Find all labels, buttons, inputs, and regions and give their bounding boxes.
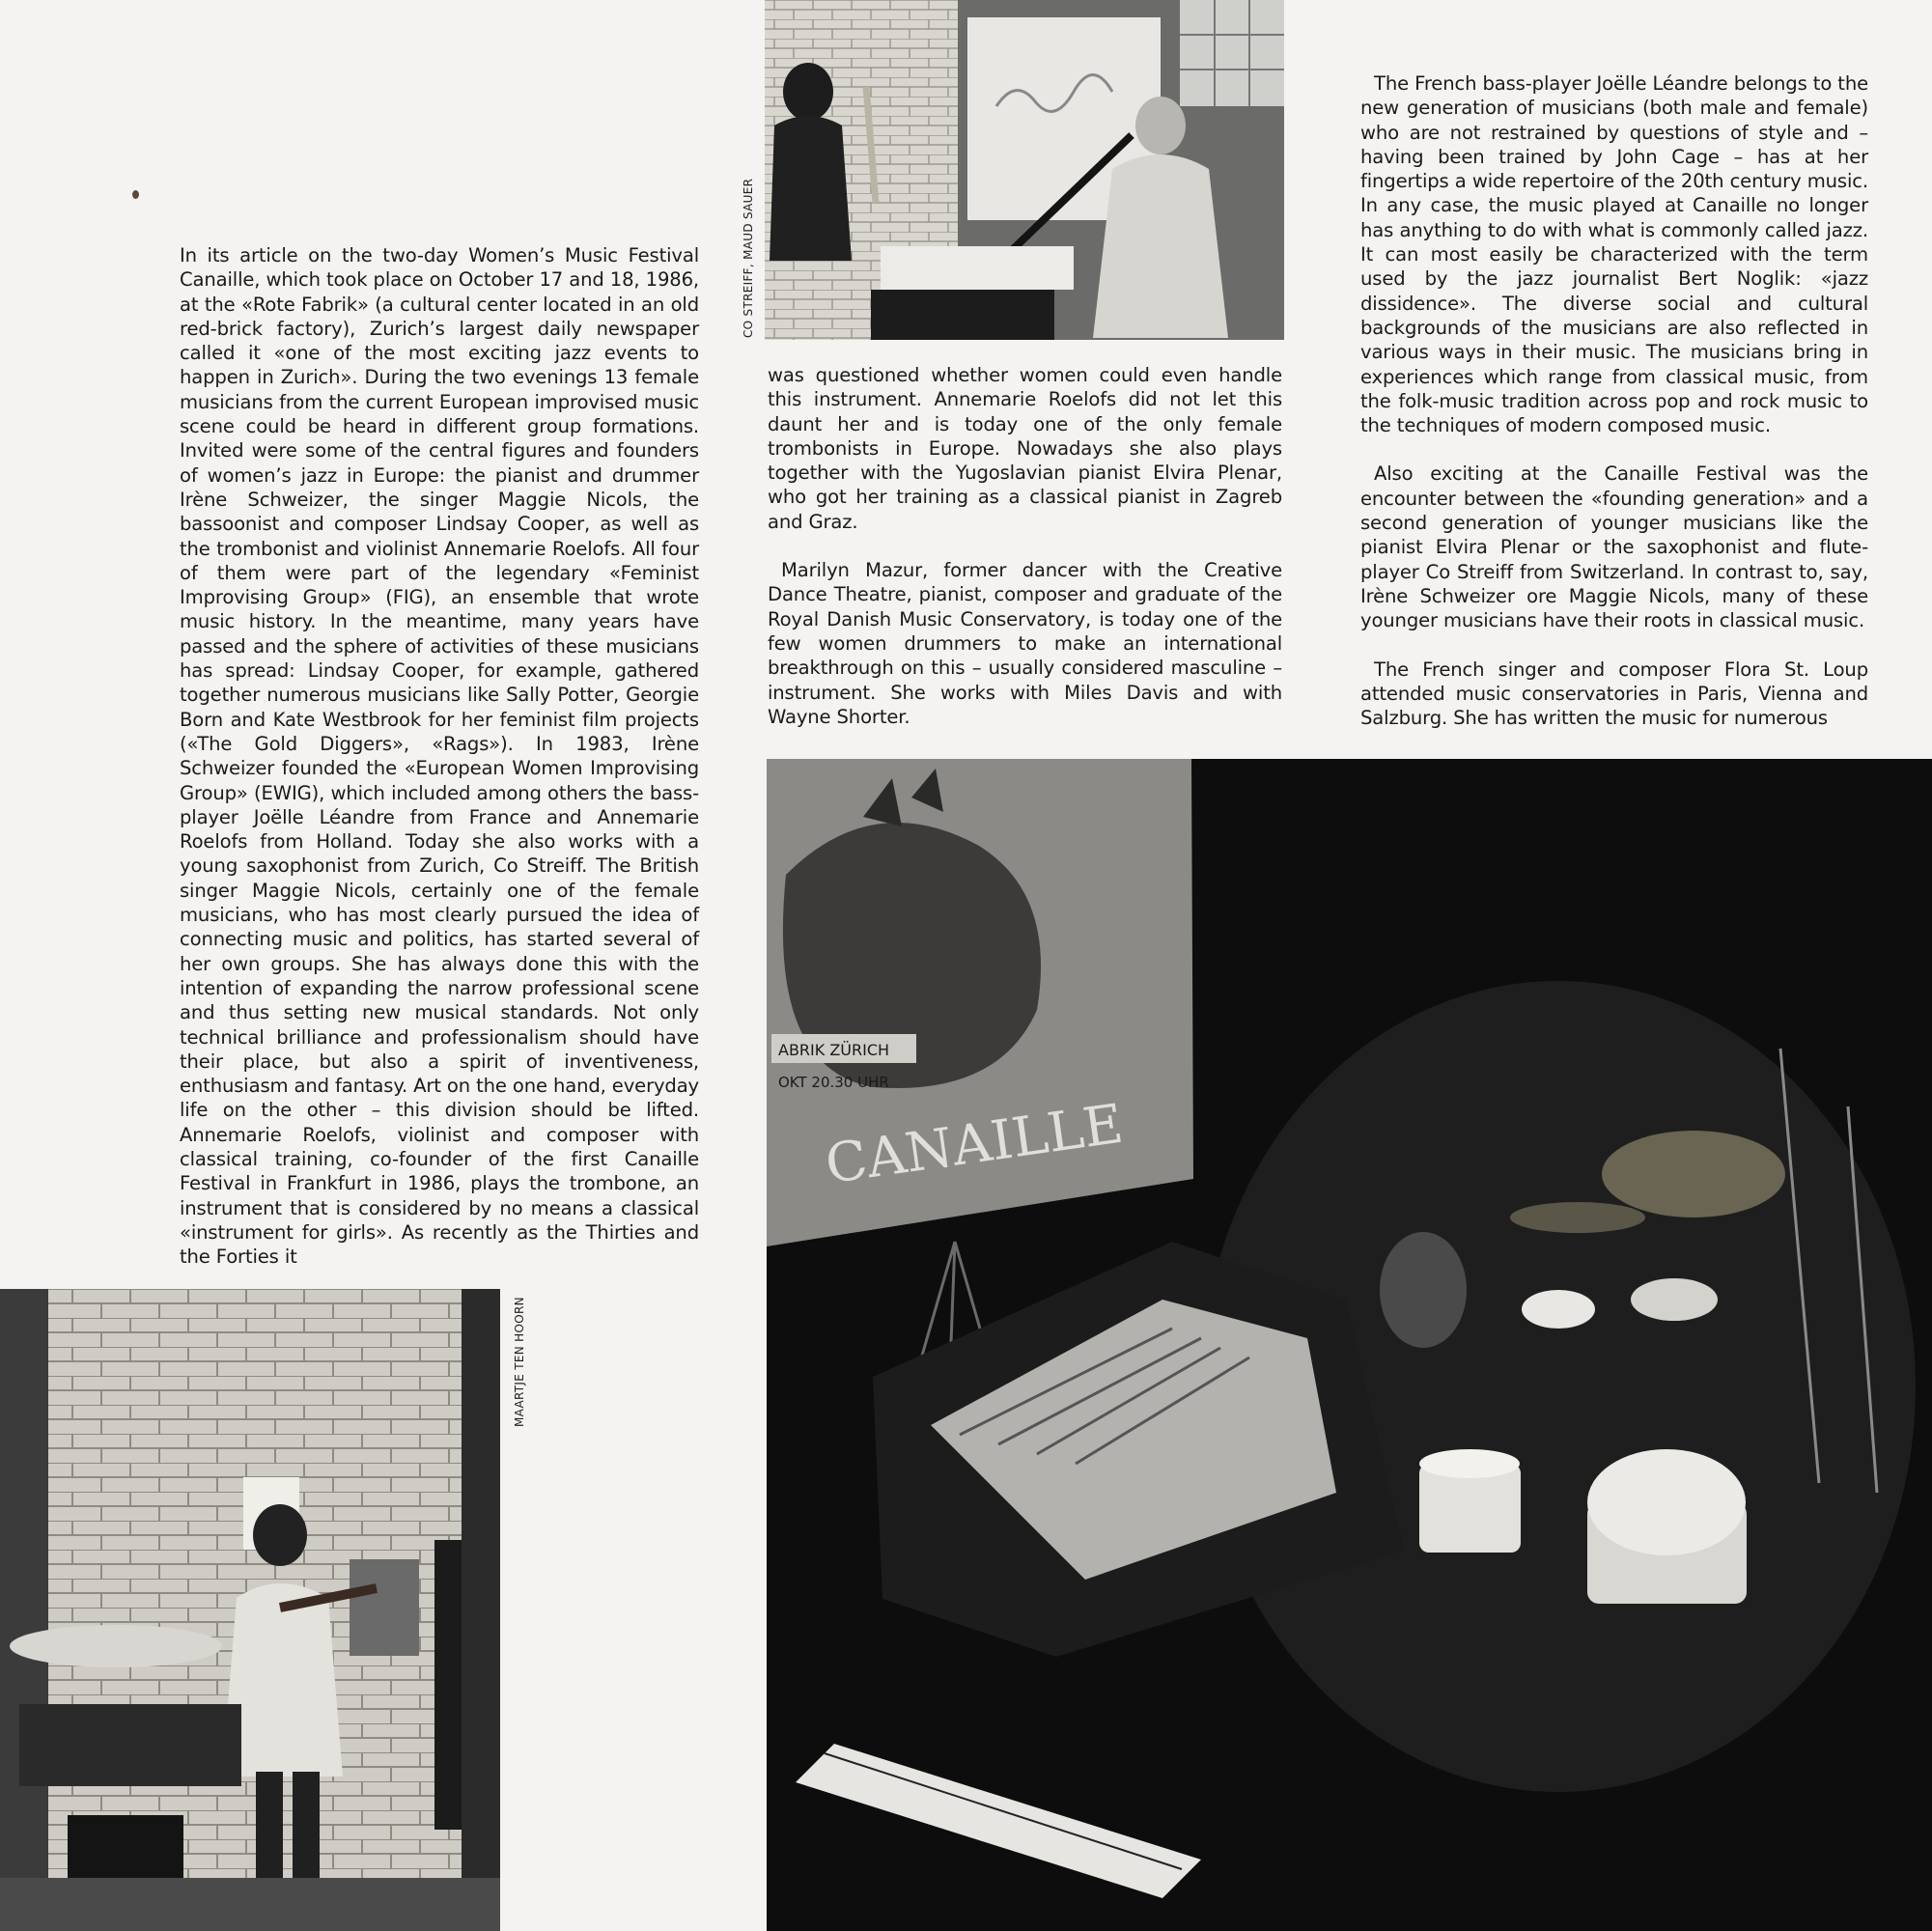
paragraph: The French singer and composer Flora St. Loup attended music conservatories in Paris, Vienna and Salzburg. She has written the music for numerous <box>1360 658 1868 730</box>
photo-saxophone-oboe-duo-drawing <box>765 0 1284 340</box>
photo-credit: MAARTJE TEN HOORN <box>513 1297 526 1427</box>
photo-violinist <box>0 1289 500 1931</box>
paragraph: The French bass-player Joëlle Léandre belongs to the new generation of musicians (both male and female) who are not restrained by questions of style and – having been trained by John Cage – has at her fingertips a wide repertoire of the 20th century music. In any case, the music played at Canaille no longer has anything to do with what is commonly called jazz. It can most easily be characterized with the term used by the jazz journalist Bert Noglik: «jazz dissidence». The diverse social and cultural backgrounds of the musicians are also reflected in various ways in their music. The musicians bring in experiences which range from classical music, from the folk-music tradition across pop and rock music to the techniques of modern composed music. <box>1360 72 1868 437</box>
screen-projected-text: ABRIK ZÜRICH <box>778 1041 890 1059</box>
photo-saxophone-oboe-duo <box>765 0 1284 340</box>
ink-speck <box>132 190 139 199</box>
photo-credit: CO STREIFF, MAUD SAUER <box>742 178 755 338</box>
article-column-2 <box>768 363 1282 729</box>
photo-concert-stage <box>767 759 1932 1931</box>
paragraph: was questioned whether women could even handle this instrument. Annemarie Roelofs did not let this daunt her and is today one of the only female trombonists in Europe. Nowadays she also plays together with the Yugoslavian pianist Elvira Plenar, who got her training as a classical pianist in Zagreb and Graz. <box>768 364 1282 533</box>
paragraph: Marilyn Mazur, former dancer with the Creative Dance Theatre, pianist, composer and graduate of the Royal Danish Music Conservatory, is today one of the few women drummers to make an international breakthrough on this – usually considered masculine – instrument. She works with Miles Davis and with Wayne Shorter. <box>768 559 1282 728</box>
article-column-3 <box>1360 71 1868 730</box>
photo-concert-stage-drawing <box>767 759 1932 1931</box>
photo-violinist-drawing <box>0 1289 500 1931</box>
screen-canaille-scrawl: CANAILLE <box>822 1092 1128 1197</box>
paragraph: In its article on the two-day Women’s Music Festival Canaille, which took place on October 17 and 18, 1986, at the «Rote Fabrik» (a cultural center located in an old red-brick factory), Zurich’s largest daily newspaper called it «one of the most exciting jazz events to happen in Zurich». During the two evenings 13 female musicians from the current European improvised music scene could be heard in different group formations. Invited were some of the central figures and founders of women’s jazz in Europe: the pianist and drummer Irène Schweizer, the singer Maggie Nicols, the bassoonist and composer Lindsay Cooper, as well as the trombonist and violinist Annemarie Roelofs. All four of them were part of the legendary «Feminist Improvising Group» (FIG), an ensemble that wrote music history. In the meantime, many years have passed and the sphere of activities of these musicians has spread: Lindsay Cooper, for example, gathered together numerous musicians like Sally Potter, Georgie Born and Kate Westbrook for her feminist film projects («The Gold Diggers», «Rags»). In 1983, Irène Schweizer founded the «European Women Improvising Group» (EWIG), which included among others the bass-player Joëlle Léandre from France and Annemarie Roelofs from Holland. Today she also works with a young saxophonist from Zurich, Co Streiff. The British singer Maggie Nicols, certainly one of the female musicians, who has most clearly pursued the idea of connecting music and politics, has started several of her own groups. She has always done this with the intention of expanding the narrow professional scene and thus setting new musical standards. Not only technical brilliance and professionalism should have their place, but also a spirit of inventiveness, enthusiasm and fantasy. Art on the one hand, everyday life on the other – this division should be lifted. Annemarie Roelofs, violinist and composer with classical training, co-founder of the first Canaille Festival in Frankfurt in 1986, plays the trombone, an instrument that is considered by no means a classical «instrument for girls». As recently as the Thirties and the Forties it <box>180 244 700 1269</box>
article-column-1 <box>180 243 699 1269</box>
screen-projected-text: OKT 20.30 UHR <box>778 1074 889 1091</box>
paragraph: Also exciting at the Canaille Festival was the encounter between the «founding generation» and a second generation of younger musicians like the pianist Elvira Plenar or the saxophonist and flute-player Co Streiff from Switzerland. In contrast to, say, Irène Schweizer ore Maggie Nicols, many of these younger musicians have their roots in classical music. <box>1360 462 1868 632</box>
